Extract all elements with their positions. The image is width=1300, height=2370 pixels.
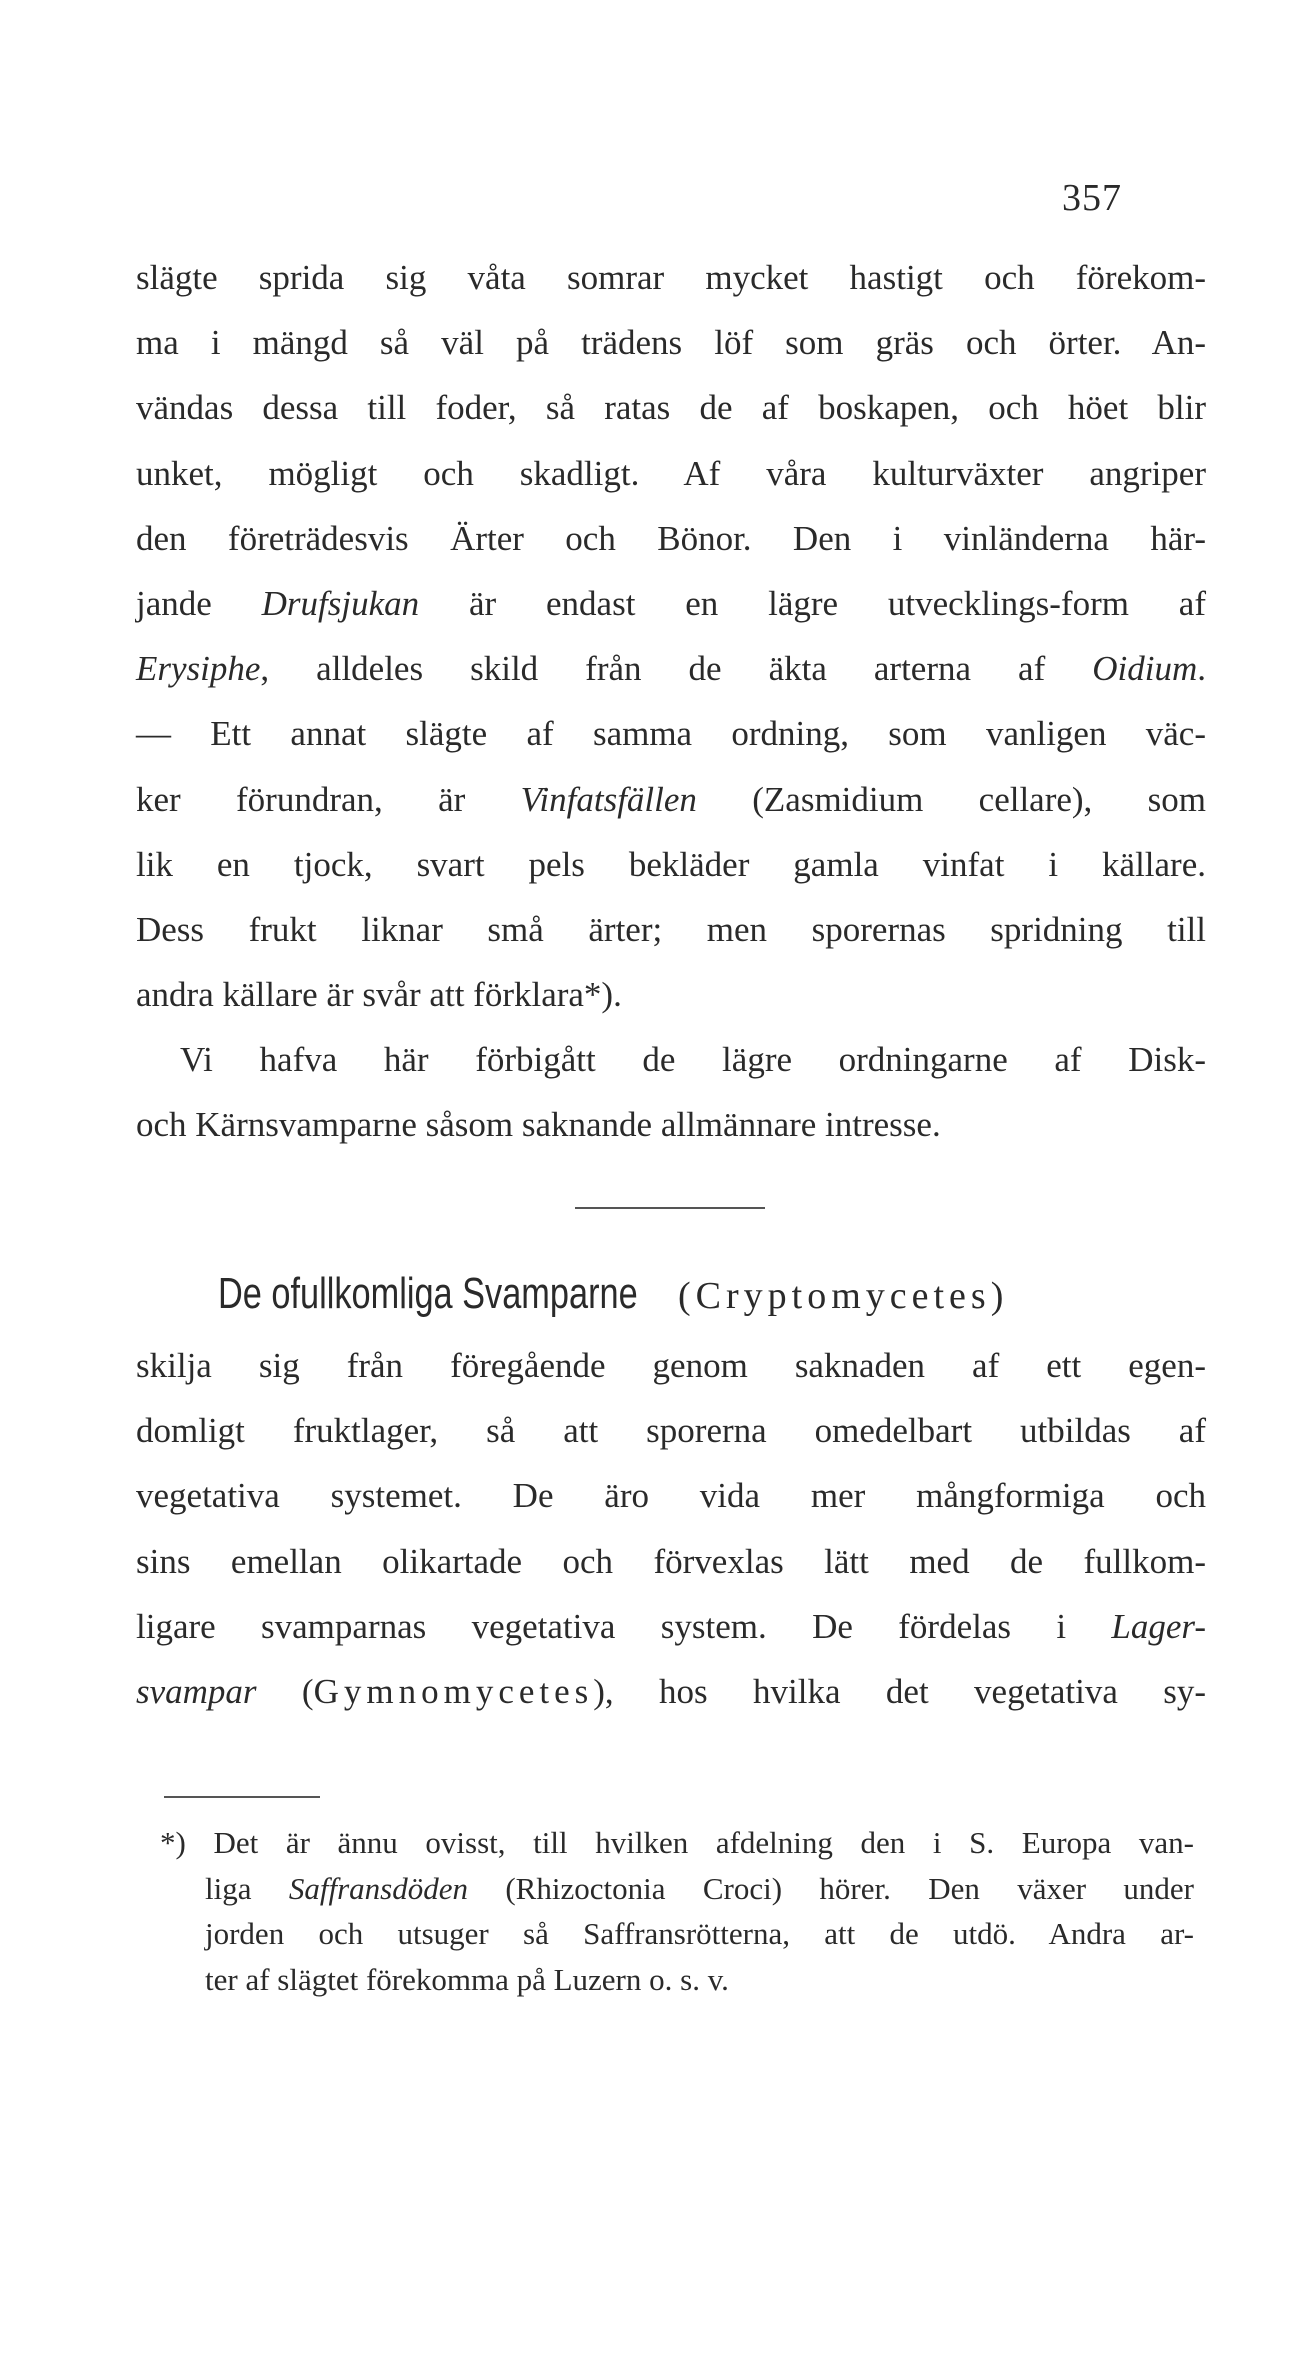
text-segment: , alldeles skild från de äkta arterna af bbox=[260, 649, 1093, 689]
text-line: skilja sig från föregående genom saknaden af ett egen- bbox=[136, 1346, 1206, 1385]
text-line bbox=[136, 636, 1206, 701]
footnote-line bbox=[160, 1866, 1194, 1912]
text-line: domligt fruktlager, så att sporerna omedelbart utbildas af bbox=[136, 1411, 1206, 1451]
text-line: andra källare är svår att förklara*). bbox=[136, 975, 622, 1015]
italic-term: Drufsjukan bbox=[261, 583, 420, 623]
italic-term: Saffransdöden bbox=[288, 1870, 468, 1906]
text-line: vegetativa systemet. De äro vida mer mångformiga och bbox=[136, 1476, 1206, 1516]
section-divider bbox=[575, 1207, 765, 1209]
italic-term: Erysiphe bbox=[136, 649, 261, 689]
text-line bbox=[136, 571, 1206, 636]
text-segment: ), hos hvilka det vegetativa sy- bbox=[593, 1671, 1206, 1711]
text-segment: (Zasmidium cellare), som bbox=[696, 779, 1206, 819]
footnote-line: *) Det är ännu ovisst, till hvilken afdelning den i S. Europa van- bbox=[160, 1825, 1194, 1860]
footnote-divider bbox=[164, 1796, 320, 1798]
page-number: 357 bbox=[1062, 177, 1122, 219]
text-segment: liga bbox=[205, 1870, 289, 1906]
text-segment: ker förundran, är bbox=[136, 779, 521, 819]
text-line: vändas dessa till foder, så ratas de af boskapen, och höet blir bbox=[136, 388, 1206, 428]
text-segment: jande bbox=[136, 583, 262, 623]
text-line bbox=[136, 1594, 1206, 1659]
text-segment: ligare svamparnas vegetativa system. De fördelas i bbox=[136, 1606, 1112, 1646]
section-heading bbox=[218, 1268, 1008, 1319]
footnote-line: jorden och utsuger så Saffransrötterna, att de utdö. Andra ar- bbox=[205, 1916, 1194, 1951]
text-line bbox=[136, 767, 1206, 832]
text-line: Vi hafva här förbigått de lägre ordningarne af Disk- bbox=[180, 1040, 1206, 1080]
text-segment: (Rhizoctonia Croci) hörer. Den växer under bbox=[467, 1870, 1194, 1906]
heading-title: De ofullkomliga Svamparne bbox=[218, 1269, 638, 1318]
text-segment: ( bbox=[256, 1671, 314, 1711]
text-line: slägte sprida sig våta somrar mycket hastigt och förekom- bbox=[136, 258, 1206, 297]
italic-term: Lager- bbox=[1111, 1606, 1206, 1646]
footnote-line: ter af slägtet förekomma på Luzern o. s. v. bbox=[205, 1961, 729, 1997]
text-line bbox=[136, 1659, 1206, 1724]
italic-term: Oidium bbox=[1092, 649, 1198, 689]
text-segment: . bbox=[1197, 649, 1206, 689]
text-segment: är endast en lägre utvecklings-form af bbox=[419, 583, 1206, 623]
heading-subtitle: (Cryptomycetes) bbox=[678, 1275, 1009, 1317]
text-line: sins emellan olikartade och förvexlas lätt med de fullkom- bbox=[136, 1541, 1206, 1581]
text-line: och Kärnsvamparne såsom saknande allmännare intresse. bbox=[136, 1105, 941, 1145]
text-line: lik en tjock, svart pels bekläder gamla vinfat i källare. bbox=[136, 844, 1206, 884]
italic-term: Vinfatsfällen bbox=[520, 779, 697, 819]
spaced-term: Gymnomycetes bbox=[313, 1671, 594, 1711]
text-line: — Ett annat slägte af samma ordning, som vanligen väc- bbox=[136, 714, 1206, 754]
italic-term: svampar bbox=[136, 1671, 257, 1711]
text-line: Dess frukt liknar små ärter; men sporernas spridning till bbox=[136, 909, 1206, 949]
text-line: ma i mängd så väl på trädens löf som gräs och örter. An- bbox=[136, 323, 1206, 363]
text-line: unket, mögligt och skadligt. Af våra kulturväxter angriper bbox=[136, 453, 1206, 493]
paragraph-1 bbox=[136, 245, 1206, 1158]
text-line: den företrädesvis Ärter och Bönor. Den i vinländerna här- bbox=[136, 518, 1206, 558]
paragraph-2 bbox=[136, 1333, 1206, 1724]
footnote bbox=[160, 1820, 1194, 2002]
